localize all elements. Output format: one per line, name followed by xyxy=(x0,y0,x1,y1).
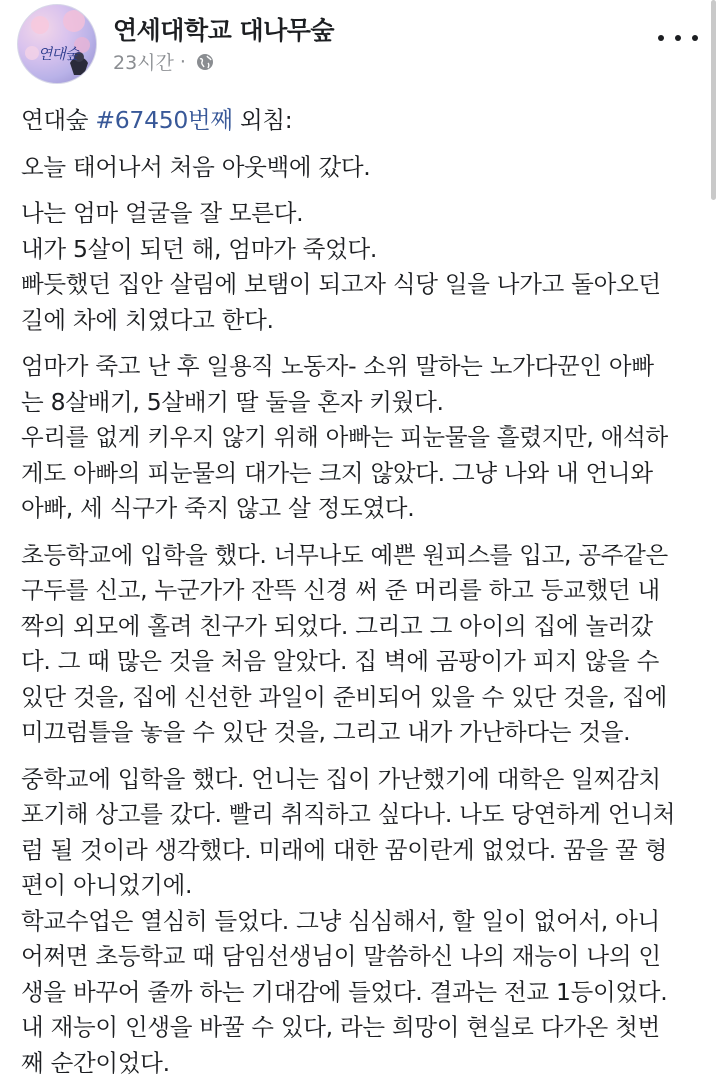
text-line: 길에 차에 치였다고 한다. xyxy=(21,305,274,334)
title-suffix: 외침: xyxy=(232,106,293,134)
text-line: 다. 그 때 많은 것을 처음 알았다. 집 벽에 곰팡이가 피지 않을 수 xyxy=(21,647,660,675)
text-line: 내 재능이 인생을 바꿀 수 있다, 라는 희망이 현실로 다가온 첫번 xyxy=(21,1013,660,1041)
text-line: 편이 아니었기에. xyxy=(21,871,193,899)
hashtag-link[interactable]: #67450번째 xyxy=(95,106,233,134)
post-content xyxy=(21,103,701,1092)
post-header xyxy=(0,0,720,90)
text-line: 생을 바꾸어 줄까 하는 기대감에 들었다. 결과는 전교 1등이었다. xyxy=(21,977,668,1006)
text-line: 내가 5살이 되던 해, 엄마가 죽었다. xyxy=(21,234,378,263)
text-line: 구두를 신고, 누군가가 잔뜩 신경 써 준 머리를 하고 등교했던 내 xyxy=(21,576,660,604)
paragraph xyxy=(21,196,701,338)
text-line: 는 8살배기, 5살배기 딸 둘을 혼자 키웠다. xyxy=(21,387,444,416)
paragraph xyxy=(21,538,701,751)
more-dot xyxy=(692,35,698,41)
scrollbar[interactable] xyxy=(711,0,716,200)
meta-separator: · xyxy=(179,50,186,73)
text-line: 있단 것을, 집에 신선한 과일이 준비되어 있을 수 있단 것을, 집에 xyxy=(21,682,668,711)
text-line: 짝의 외모에 홀려 친구가 되었다. 그리고 그 아이의 집에 놀러갔 xyxy=(21,611,653,640)
avatar-label: 연대숲 xyxy=(37,45,79,63)
more-options-icon[interactable] xyxy=(658,30,698,46)
text-line: 나는 엄마 얼굴을 잘 모른다. xyxy=(21,199,304,227)
page-avatar[interactable] xyxy=(17,4,97,84)
text-line: 빠듯했던 집안 살림에 보탬이 되고자 식당 일을 나가고 돌아오던 xyxy=(21,270,661,298)
text-line: 럼 될 것이라 생각했다. 미래에 대한 꿈이란게 없었다. 꿈을 꿀 형 xyxy=(21,835,668,864)
text-line: 학교수업은 열심히 들었다. 그냥 심심해서, 할 일이 없어서, 아니 xyxy=(21,906,660,935)
text-line: 중학교에 입학을 했다. 언니는 집이 가난했기에 대학은 일찌감치 xyxy=(21,764,661,793)
text-line: 엄마가 죽고 난 후 일용직 노동자- 소위 말하는 노가다꾼인 아빠 xyxy=(21,352,654,380)
text-line: 게도 아빠의 피눈물의 대가는 크지 않았다. 그냥 나와 내 언니와 xyxy=(21,458,653,487)
post-title-line xyxy=(21,103,701,139)
text-line: 미끄럼틀을 놓을 수 있단 것을, 그리고 내가 가난하다는 것을. xyxy=(21,718,631,746)
paragraph xyxy=(21,150,701,186)
more-dot xyxy=(675,35,681,41)
text-line: 오늘 태어나서 처음 아웃백에 갔다. xyxy=(21,152,371,181)
page-name-link[interactable]: 연세대학교 대나무숲 xyxy=(113,16,335,45)
text-line: 포기해 상고를 갔다. 빨리 취직하고 싶다나. 나도 당연하게 언니처 xyxy=(21,800,676,828)
text-line: 째 순간이었다. xyxy=(21,1048,170,1077)
more-dot xyxy=(658,35,664,41)
text-line: 우리를 없게 키우지 않기 위해 아빠는 피눈물을 흘렸지만, 애석하 xyxy=(21,423,668,451)
text-line: 아빠, 세 식구가 죽지 않고 살 정도였다. xyxy=(21,494,415,522)
paragraph xyxy=(21,349,701,527)
paragraph xyxy=(21,762,701,1082)
post-meta xyxy=(113,48,214,75)
post-time[interactable]: 23시간 xyxy=(113,52,174,74)
text-line: 어쩌면 초등학교 때 담임선생님이 말씀하신 나의 재능이 나의 인 xyxy=(21,942,661,970)
title-prefix: 연대숲 xyxy=(21,106,96,134)
text-line: 초등학교에 입학을 했다. 너무나도 예쁜 원피스를 입고, 공주같은 xyxy=(21,540,668,569)
globe-icon[interactable] xyxy=(196,53,214,71)
